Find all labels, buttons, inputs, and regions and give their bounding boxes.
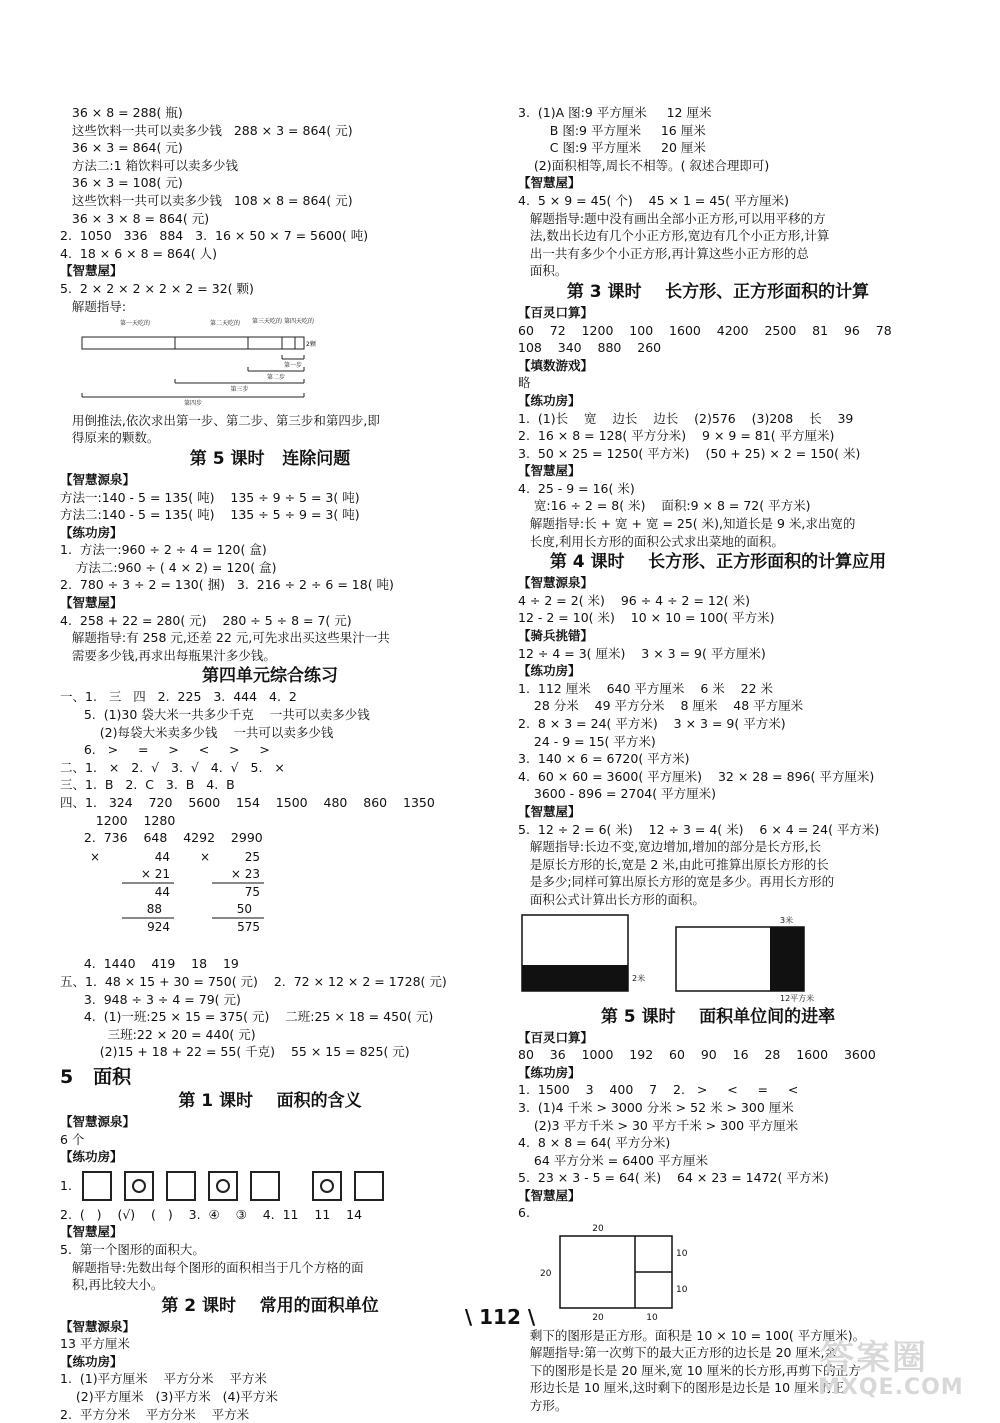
answer-line: 3. (1)4 千米 > 3000 分米 > 52 米 > 300 厘米 (518, 1099, 794, 1115)
label-2m: 2米 (632, 973, 646, 983)
label-step1: 第一步 (283, 362, 303, 370)
answer-line: 二、1. × 2. √ 3. √ 4. √ 5. × (60, 759, 285, 775)
answer-line: 1. (1)平方厘米 平方分米 平方米 (60, 1371, 267, 1387)
unit-heading: 5 面积 (60, 1065, 132, 1088)
answer-line: 64 平方分米 = 6400 平方厘米 (518, 1152, 708, 1168)
vertical-multiplication (60, 847, 480, 956)
answer-line: 5. 第一个图形的面积大。 (60, 1241, 205, 1257)
partial-product: 44 (154, 884, 170, 899)
label-12sqm: 12平方米 (780, 993, 815, 1003)
area-boxes-row (60, 1166, 480, 1206)
answer-line: 3. 948 ÷ 3 ÷ 4 = 79( 元) (60, 991, 241, 1007)
added-strip-2 (770, 927, 804, 991)
answer-line: 3600 - 896 = 2704( 平方厘米) (518, 786, 716, 802)
vertical-calc (60, 847, 360, 951)
multiplicand: 25 (244, 849, 260, 864)
multiplier: × 21 (140, 866, 170, 881)
left-column (60, 104, 480, 1423)
answer-line: 28 分米 49 平方分米 8 厘米 48 平方厘米 (518, 698, 804, 714)
answer-line: 面积。 (518, 263, 568, 279)
answer-line: 6. > = > < > > (60, 742, 270, 758)
answer-line: 解题指导:长边不变,宽边增加,增加的部分是长方形,长 (518, 839, 822, 855)
answer-line: 需要多少钱,再求出每瓶果汁多少钱。 (60, 647, 276, 663)
answer-line: 解题指导:先数出每个图形的面积相当于几个方格的面 (60, 1259, 364, 1275)
answer-line: 80 36 1000 192 60 90 16 28 1600 3600 (518, 1047, 876, 1063)
answer-line: 面积公式计算出长方形的面积。 (518, 891, 705, 907)
answer-line: 三、1. B 2. C 3. B 4. B (60, 777, 235, 793)
label-day1: 第一天吃的 (120, 320, 151, 328)
total-bar (82, 337, 304, 349)
answer-line: 2. 8 × 3 = 24( 平方米) 3 × 3 = 9( 平方米) (518, 716, 786, 731)
label-step3: 第三步 (230, 386, 249, 394)
answer-line: 法,数出长边有几个小正方形,宽边有几个小正方形,计算 (518, 228, 830, 244)
answer-line: 4. 25 - 9 = 16( 米) (518, 480, 635, 496)
answer-line: 下的图形是长是 20 厘米,宽 10 厘米的长方形,再剪下的正方 (518, 1362, 861, 1378)
answer-line: 36 × 8 = 288( 瓶) (60, 105, 183, 120)
answer-line: 长度,利用长方形的面积公式求出菜地的面积。 (518, 533, 784, 549)
section-label: 【练功房】 (518, 663, 581, 679)
product: 924 (147, 919, 170, 934)
section-label: 【智慧源泉】 (60, 471, 136, 487)
section-label: 【填数游戏】 (518, 357, 594, 373)
answer-line: 3. 50 × 25 = 1250( 平方米) (50 + 25) × 2 = 150( 米) (518, 445, 861, 461)
answer-line: 这些饮料一共可以卖多少钱 108 × 8 = 864( 元) (60, 192, 353, 208)
answer-line: 12 - 2 = 10( 米) 10 × 10 = 100( 平方米) (518, 610, 775, 626)
section-label: 【练功房】 (518, 1064, 581, 1080)
lesson-heading: 第 1 课时 面积的含义 (178, 1090, 362, 1111)
answer-line: 4 ÷ 2 = 2( 米) 96 ÷ 4 ÷ 2 = 12( 米) (518, 592, 751, 608)
answer-line: 方形。 (518, 1398, 568, 1414)
answer-line: 解题指导:第一次剪下的最大正方形的边长是 20 厘米,余 (518, 1345, 837, 1361)
multiplicand: 44 (154, 849, 170, 864)
answer-line: 12 ÷ 4 = 3( 厘米) 3 × 3 = 9( 平方厘米) (518, 645, 766, 661)
answer-line: 是原长方形的长,宽是 2 米,由此可推算出原长方形的长 (518, 856, 829, 872)
answer-line: 6. (518, 1205, 530, 1221)
page-number: \ 112 \ (464, 1305, 536, 1329)
answer-line: 6 个 (60, 1131, 85, 1147)
answer-line: 解题指导: (60, 298, 127, 314)
label-day3: 第三天吃的 (252, 318, 283, 326)
label-bottom-20: 20 (592, 1313, 604, 1324)
section-label: 【百灵口算】 (518, 304, 594, 320)
answer-line: 13 平方厘米 (60, 1336, 130, 1352)
empty-box (250, 1171, 280, 1201)
lesson-heading: 第 4 课时 长方形、正方形面积的计算应用 (549, 552, 887, 573)
watermark-url: MXQE.COM (818, 1375, 964, 1400)
answer-line: 四、1. 324 720 5600 154 1500 480 860 1350 (60, 795, 435, 810)
answer-line: 2. 16 × 8 = 128( 平方分米) 9 × 9 = 81( 平方厘米) (518, 428, 835, 444)
answer-line: 这些饮料一共可以卖多少钱 288 × 3 = 864( 元) (60, 122, 353, 138)
answer-line: 4. 18 × 6 × 8 = 864( 人) (60, 245, 218, 261)
answer-line: 剩下的图形是正方形。面积是 10 × 10 = 100( 平方厘米)。 (518, 1327, 866, 1343)
answer-line: 4. (1)一班:25 × 15 = 375( 元) 二班:25 × 18 = 450( 元) (60, 1009, 434, 1025)
answer-line: 积,再比较大小。 (60, 1277, 164, 1293)
answer-line: 解题指导:题中没有画出全部小正方形,可以用平移的方 (518, 210, 826, 226)
section-label: 【智慧屋】 (518, 463, 581, 479)
box-with-circle (312, 1171, 342, 1201)
box-with-circle (208, 1171, 238, 1201)
answer-line: 方法二:960 ÷ ( 4 × 2) = 120( 盒) (60, 559, 277, 575)
label-day2: 第二天吃的 (210, 320, 241, 328)
answer-line: 2. 736 648 4292 2990 (60, 830, 263, 846)
question-number: 1. (60, 1177, 72, 1193)
section-label: 【练功房】 (60, 524, 123, 540)
answer-line: 5. 2 × 2 × 2 × 2 × 2 = 32( 颗) (60, 280, 254, 296)
section-label: 【智慧屋】 (518, 1187, 581, 1203)
answer-line: 2. ( ) (√) ( ) 3. ④ ③ 4. 11 11 14 (60, 1206, 363, 1222)
partial-product: 50 (236, 901, 252, 916)
section-label: 【百灵口算】 (518, 1029, 594, 1045)
empty-box (354, 1171, 384, 1201)
label-3m: 3米 (780, 915, 794, 925)
circle-mark (132, 1179, 146, 1193)
answer-line: 2. 780 ÷ 3 ÷ 2 = 130( 捆) 3. 216 ÷ 2 ÷ 6 = 18( 吨) (60, 577, 394, 593)
answer-line: 方法二:140 - 5 = 135( 吨) 135 ÷ 5 ÷ 9 = 3( 吨) (60, 507, 360, 523)
answer-line: 一、1. 三 四 2. 225 3. 444 4. 2 (60, 689, 297, 705)
lesson-heading: 第 5 课时 连除问题 (189, 448, 351, 469)
answer-line: 解题指导:有 258 元,还差 22 元,可先求出买这些果汁一共 (60, 630, 390, 646)
answer-line: 5. 12 ÷ 2 = 6( 米) 12 ÷ 3 = 4( 米) 6 × 4 = 24( 平方米) (518, 821, 880, 837)
line-diagram (60, 315, 316, 408)
answer-line: 2. 1050 336 884 3. 16 × 50 × 7 = 5600( 吨) (60, 228, 369, 244)
section-label: 【智慧屋】 (518, 175, 581, 191)
label-day4: 第四天吃的 (284, 318, 315, 326)
right-column (518, 104, 918, 1415)
answer-line: 4. 258 + 22 = 280( 元) 280 ÷ 5 ÷ 8 = 7( 元) (60, 612, 352, 628)
section-label: 【练功房】 (60, 1353, 123, 1369)
answer-line: 五、1. 48 × 15 + 30 = 750( 元) 2. 72 × 12 × 2 = 1728( 元) (60, 973, 447, 989)
answer-line: 1. (1)长 宽 边长 边长 (2)576 (3)208 长 39 (518, 410, 854, 426)
answer-line: 5. (1)30 袋大米一共多少千克 一共可以卖多少钱 (60, 707, 370, 723)
answer-line: 1. 方法一:960 ÷ 2 ÷ 4 = 120( 盒) (60, 542, 267, 558)
answer-line: 3. (1)A 图:9 平方厘米 12 厘米 (518, 105, 712, 120)
answer-line: 1. 112 厘米 640 平方厘米 6 米 22 米 (518, 680, 774, 696)
answer-line: 出一共有多少个小正方形,再计算这些小正方形的总 (518, 245, 809, 261)
label-bottom-10: 10 (646, 1313, 658, 1324)
answer-line: 36 × 3 = 864( 元) (60, 140, 183, 156)
mark-wrong: × (90, 849, 101, 864)
answer-line: (2)15 + 18 + 22 = 55( 千克) 55 × 15 = 825( 元) (60, 1044, 410, 1060)
answer-line: 解题指导:长 + 宽 + 宽 = 25( 米),知道长是 9 米,求出宽的 (518, 516, 856, 532)
empty-box (82, 1171, 112, 1201)
section-label: 【智慧屋】 (518, 803, 581, 819)
label-left: 2颗 (306, 341, 316, 349)
answer-line: C 图:9 平方厘米 20 厘米 (518, 140, 706, 156)
answer-line: 1200 1280 (60, 812, 176, 828)
answer-line: 方法一:140 - 5 = 135( 吨) 135 ÷ 9 ÷ 5 = 3( 吨) (60, 489, 360, 505)
answer-line: 用倒推法,依次求出第一步、第二步、第三步和第四步,即 (60, 412, 380, 428)
answer-line: 4. 5 × 9 = 45( 个) 45 × 1 = 45( 平方厘米) (518, 192, 789, 208)
partial-product: 88 (146, 901, 162, 916)
answer-line: (2)每袋大米卖多少钱 一共可以卖多少钱 (60, 724, 334, 740)
label-right-10: 10 (676, 1285, 688, 1296)
answer-line: 3. 140 × 6 = 6720( 平方米) (518, 751, 690, 767)
answer-line: 5. 23 × 3 - 5 = 64( 米) 64 × 23 = 1472( 平方米) (518, 1170, 829, 1186)
lesson-heading: 第 5 课时 面积单位间的进率 (600, 1006, 836, 1027)
reverse-reasoning-diagram (60, 315, 480, 412)
circle-mark (320, 1179, 334, 1193)
section-label: 【智慧源泉】 (60, 1113, 136, 1129)
answer-line: 得原来的颗数。 (60, 430, 160, 446)
answer-line: (2)3 平方千米 > 30 平方千米 > 300 平方厘米 (518, 1117, 799, 1133)
answer-line: 2. 平方分米 平方分米 平方米 (60, 1406, 250, 1422)
answer-line: (2)面积相等,周长不相等。( 叙述合理即可) (518, 157, 770, 173)
answer-line: 108 340 880 260 (518, 340, 662, 356)
circle-mark (216, 1179, 230, 1193)
watermark-logo: 答案圈 (820, 1338, 928, 1378)
lesson-heading: 第 3 课时 长方形、正方形面积的计算 (566, 281, 870, 302)
section-label: 【练功房】 (60, 1149, 123, 1165)
answer-line: 4. 1440 419 18 19 (60, 956, 239, 972)
section-label: 【练功房】 (518, 392, 581, 408)
rect-diagram (518, 909, 838, 1003)
answer-line: 4. 60 × 60 = 3600( 平方厘米) 32 × 28 = 896( 平方厘米) (518, 768, 875, 784)
label-left-20: 20 (540, 1269, 552, 1280)
section-label: 【骑兵挑错】 (518, 628, 594, 644)
answer-line: 36 × 3 = 108( 元) (60, 175, 183, 191)
section-label: 【智慧屋】 (60, 1224, 123, 1240)
answer-line: 形边长是 10 厘米,这时剩下的图形是边长是 10 厘米的正 (518, 1380, 845, 1396)
mark-wrong: × (200, 849, 211, 864)
lesson-heading: 第四单元综合练习 (202, 666, 338, 687)
partial-product: 75 (244, 884, 260, 899)
answer-line: 60 72 1200 100 1600 4200 2500 81 96 78 (518, 322, 892, 338)
answer-line: B 图:9 平方厘米 16 厘米 (518, 122, 706, 138)
box-with-circle (124, 1171, 154, 1201)
answer-line: 36 × 3 × 8 = 864( 元) (60, 210, 210, 226)
label-top-20: 20 (592, 1224, 604, 1235)
lesson-heading: 第 2 课时 常用的面积单位 (161, 1295, 379, 1316)
label-step4: 第四步 (183, 400, 203, 408)
empty-box (166, 1171, 196, 1201)
answer-line: 三班:22 × 20 = 440( 元) (60, 1026, 256, 1042)
section-label: 【智慧源泉】 (60, 1318, 136, 1334)
section-label: 【智慧屋】 (60, 595, 123, 611)
section-label: 【智慧屋】 (60, 263, 123, 279)
answer-line: 宽:16 ÷ 2 = 8( 米) 面积:9 × 8 = 72( 平方米) (518, 498, 811, 514)
answer-line: 4. 8 × 8 = 64( 平方分米) (518, 1135, 671, 1151)
section-label: 【智慧源泉】 (518, 575, 594, 591)
answer-line: 略 (518, 375, 531, 391)
product: 575 (237, 919, 260, 934)
answer-line: 是多少;同样可算出原长方形的宽是多少。再用长方形的 (518, 874, 835, 890)
multiplier: × 23 (230, 866, 260, 881)
answer-line: (2)平方厘米 (3)平方米 (4)平方米 (60, 1389, 278, 1405)
answer-line: 1. 1500 3 400 7 2. > < = < (518, 1082, 799, 1098)
answer-line: 方法二:1 箱饮料可以卖多少钱 (60, 157, 239, 173)
label-right-10: 10 (676, 1249, 688, 1260)
label-step2: 第二步 (266, 374, 286, 382)
added-strip (522, 965, 628, 991)
rectangle-figures (518, 909, 918, 1005)
answer-line: 24 - 9 = 15( 平方米) (518, 733, 656, 749)
